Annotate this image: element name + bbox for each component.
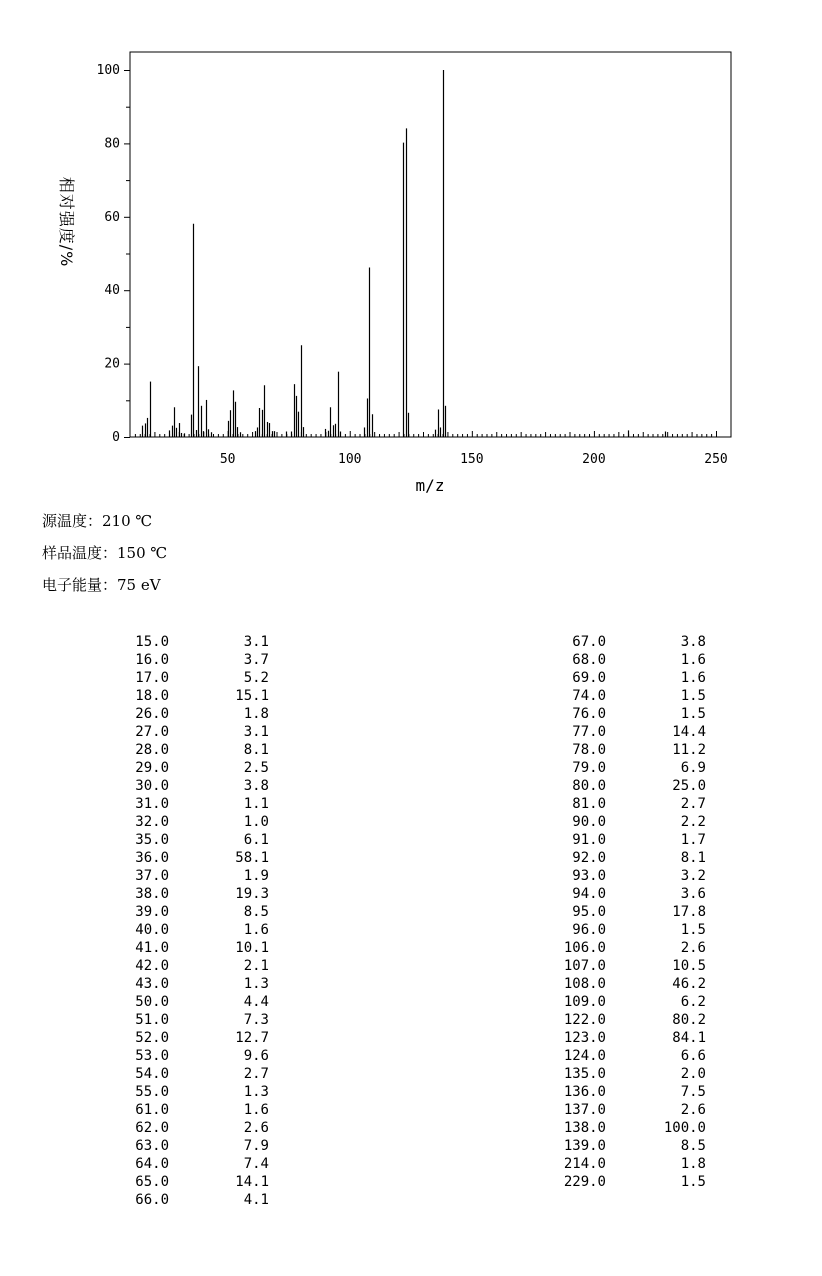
intensity-value: 6.9	[680, 760, 706, 776]
intensity-value: 11.2	[672, 742, 706, 758]
source-temperature: 源温度：210 ℃	[42, 512, 153, 530]
mz-value: 76.0	[572, 706, 606, 722]
intensity-value: 1.3	[243, 976, 269, 992]
y-tick-label: 100	[96, 63, 120, 78]
mz-value: 90.0	[572, 814, 606, 830]
intensity-value: 3.6	[680, 886, 706, 902]
mz-value: 17.0	[135, 670, 169, 686]
mz-value: 40.0	[135, 922, 169, 938]
y-tick-label: 20	[104, 356, 120, 372]
electron-energy: 电子能量：75 eV	[42, 576, 161, 594]
table-row	[100, 1137, 300, 1155]
mz-value: 29.0	[135, 760, 169, 776]
table-row	[100, 1191, 300, 1209]
x-tick-label: 50	[219, 452, 236, 467]
table-row	[100, 1119, 300, 1137]
table-row	[100, 993, 300, 1011]
table-row	[530, 651, 730, 669]
mz-value: 51.0	[135, 1012, 169, 1028]
y-tick-label: 80	[104, 136, 120, 152]
table-row	[100, 903, 300, 921]
y-axis-label: 相对强度/%	[57, 176, 76, 268]
table-row	[100, 813, 300, 831]
table-row	[530, 741, 730, 759]
mz-value: 27.0	[135, 724, 169, 740]
mz-value: 65.0	[135, 1174, 169, 1190]
mz-value: 63.0	[135, 1138, 169, 1154]
table-row	[530, 885, 730, 903]
mz-value: 64.0	[135, 1156, 169, 1172]
table-row	[530, 903, 730, 921]
intensity-value: 6.1	[243, 832, 269, 848]
table-row	[530, 975, 730, 993]
peak-table-right	[530, 633, 730, 1191]
table-row	[530, 939, 730, 957]
mz-value: 67.0	[572, 634, 606, 650]
mz-value: 26.0	[135, 706, 169, 722]
y-tick-label: 60	[104, 209, 120, 225]
table-row	[100, 885, 300, 903]
intensity-value: 8.1	[680, 850, 706, 866]
table-row	[100, 1155, 300, 1173]
table-row	[530, 795, 730, 813]
table-row	[530, 1047, 730, 1065]
intensity-value: 3.8	[680, 634, 706, 650]
table-row	[530, 1065, 730, 1083]
table-row	[530, 1083, 730, 1101]
intensity-value: 1.0	[243, 814, 269, 830]
table-row	[100, 1065, 300, 1083]
intensity-value: 5.2	[243, 670, 269, 686]
mz-value: 43.0	[135, 976, 169, 992]
table-row	[530, 1173, 730, 1191]
intensity-value: 2.6	[680, 940, 706, 956]
x-axis-label: m/z	[415, 476, 445, 495]
x-tick-label: 250	[704, 452, 728, 467]
table-row	[530, 957, 730, 975]
table-row	[530, 687, 730, 705]
mz-value: 69.0	[572, 670, 606, 686]
table-row	[100, 687, 300, 705]
table-row	[530, 633, 730, 651]
intensity-value: 14.1	[235, 1174, 269, 1190]
intensity-value: 7.3	[243, 1012, 269, 1028]
mz-value: 79.0	[572, 760, 606, 776]
intensity-value: 2.6	[680, 1102, 706, 1118]
table-row	[100, 741, 300, 759]
table-row	[530, 813, 730, 831]
mz-value: 38.0	[135, 886, 169, 902]
mz-value: 229.0	[563, 1174, 606, 1190]
intensity-value: 1.6	[243, 922, 269, 938]
table-row	[100, 777, 300, 795]
mz-value: 80.0	[572, 778, 606, 794]
x-tick-label: 100	[338, 452, 362, 467]
intensity-value: 1.5	[680, 706, 706, 722]
intensity-value: 1.8	[680, 1156, 706, 1172]
mz-value: 62.0	[135, 1120, 169, 1136]
table-row	[100, 669, 300, 687]
table-row	[100, 633, 300, 651]
mz-value: 135.0	[563, 1066, 606, 1082]
mz-value: 15.0	[135, 634, 169, 650]
mz-value: 55.0	[135, 1084, 169, 1100]
table-row	[100, 1173, 300, 1191]
intensity-value: 4.1	[243, 1192, 269, 1208]
table-row	[100, 939, 300, 957]
mz-value: 18.0	[135, 688, 169, 704]
mz-value: 61.0	[135, 1102, 169, 1118]
intensity-value: 46.2	[672, 976, 706, 992]
mz-value: 42.0	[135, 958, 169, 974]
sample-temperature: 样品温度：150 ℃	[42, 544, 168, 562]
x-tick-label: 150	[460, 452, 484, 467]
table-row	[530, 1137, 730, 1155]
mz-value: 32.0	[135, 814, 169, 830]
table-row	[530, 993, 730, 1011]
intensity-value: 1.7	[680, 832, 706, 848]
mz-value: 30.0	[135, 778, 169, 794]
mz-value: 91.0	[572, 832, 606, 848]
mz-value: 39.0	[135, 904, 169, 920]
intensity-value: 15.1	[235, 688, 269, 704]
table-row	[530, 759, 730, 777]
intensity-value: 8.1	[243, 742, 269, 758]
mz-value: 66.0	[135, 1192, 169, 1208]
mz-value: 138.0	[563, 1120, 606, 1136]
table-row	[530, 831, 730, 849]
mz-value: 50.0	[135, 994, 169, 1010]
mz-value: 28.0	[135, 742, 169, 758]
intensity-value: 2.0	[680, 1066, 706, 1082]
table-row	[100, 651, 300, 669]
y-tick-label: 0	[112, 430, 120, 445]
table-row	[100, 831, 300, 849]
table-row	[100, 759, 300, 777]
mz-value: 93.0	[572, 868, 606, 884]
peak-table-left	[100, 633, 300, 1209]
mz-value: 52.0	[135, 1030, 169, 1046]
table-row	[100, 705, 300, 723]
table-row	[100, 921, 300, 939]
table-row	[100, 1047, 300, 1065]
table-row	[530, 1119, 730, 1137]
plot-frame	[130, 52, 731, 437]
table-row	[530, 723, 730, 741]
mz-value: 54.0	[135, 1066, 169, 1082]
intensity-value: 1.1	[243, 796, 269, 812]
intensity-value: 2.7	[680, 796, 706, 812]
table-row	[100, 975, 300, 993]
mz-value: 137.0	[563, 1102, 606, 1118]
table-row	[530, 777, 730, 795]
table-row	[530, 921, 730, 939]
mz-value: 74.0	[572, 688, 606, 704]
mz-value: 78.0	[572, 742, 606, 758]
table-row	[530, 1155, 730, 1173]
x-tick-label: 200	[582, 452, 606, 467]
intensity-value: 3.1	[243, 724, 269, 740]
mz-value: 77.0	[572, 724, 606, 740]
table-row	[100, 1029, 300, 1047]
mz-value: 16.0	[135, 652, 169, 668]
table-row	[100, 957, 300, 975]
y-tick-label: 40	[104, 283, 120, 299]
mz-value: 53.0	[135, 1048, 169, 1064]
intensity-value: 100.0	[663, 1120, 706, 1136]
intensity-value: 2.1	[243, 958, 269, 974]
table-row	[530, 849, 730, 867]
intensity-value: 1.9	[243, 868, 269, 884]
intensity-value: 7.9	[243, 1138, 269, 1154]
table-row	[100, 723, 300, 741]
mz-value: 214.0	[563, 1156, 606, 1172]
table-row	[100, 1083, 300, 1101]
intensity-value: 17.8	[672, 904, 706, 920]
intensity-value: 58.1	[235, 850, 269, 866]
intensity-value: 7.5	[680, 1084, 706, 1100]
intensity-value: 8.5	[243, 904, 269, 920]
table-row	[100, 1011, 300, 1029]
intensity-value: 1.5	[680, 1174, 706, 1190]
mz-value: 41.0	[135, 940, 169, 956]
intensity-value: 2.5	[243, 760, 269, 776]
intensity-value: 2.7	[243, 1066, 269, 1082]
table-row	[530, 1011, 730, 1029]
mz-value: 81.0	[572, 796, 606, 812]
table-row	[100, 849, 300, 867]
intensity-value: 3.2	[680, 868, 706, 884]
intensity-value: 6.2	[680, 994, 706, 1010]
mz-value: 94.0	[572, 886, 606, 902]
intensity-value: 1.6	[243, 1102, 269, 1118]
mz-value: 96.0	[572, 922, 606, 938]
intensity-value: 10.1	[235, 940, 269, 956]
table-row	[100, 1101, 300, 1119]
mz-value: 36.0	[135, 850, 169, 866]
intensity-value: 1.6	[680, 652, 706, 668]
intensity-value: 3.8	[243, 778, 269, 794]
intensity-value: 3.1	[243, 634, 269, 650]
intensity-value: 7.4	[243, 1156, 269, 1172]
intensity-value: 2.6	[243, 1120, 269, 1136]
mz-value: 139.0	[563, 1138, 606, 1154]
mz-value: 108.0	[563, 976, 606, 992]
intensity-value: 12.7	[235, 1030, 269, 1046]
mz-value: 124.0	[563, 1048, 606, 1064]
mz-value: 68.0	[572, 652, 606, 668]
intensity-value: 3.7	[243, 652, 269, 668]
table-row	[100, 867, 300, 885]
table-row	[530, 1101, 730, 1119]
intensity-value: 80.2	[672, 1012, 706, 1028]
mz-value: 35.0	[135, 832, 169, 848]
intensity-value: 6.6	[680, 1048, 706, 1064]
table-row	[530, 867, 730, 885]
mass-spectrum-chart	[0, 0, 822, 500]
mz-value: 106.0	[563, 940, 606, 956]
intensity-value: 25.0	[672, 778, 706, 794]
intensity-value: 4.4	[243, 994, 269, 1010]
mz-value: 109.0	[563, 994, 606, 1010]
mz-value: 136.0	[563, 1084, 606, 1100]
mz-value: 123.0	[563, 1030, 606, 1046]
intensity-value: 1.5	[680, 922, 706, 938]
intensity-value: 1.6	[680, 670, 706, 686]
intensity-value: 9.6	[243, 1048, 269, 1064]
mz-value: 37.0	[135, 868, 169, 884]
mz-value: 107.0	[563, 958, 606, 974]
intensity-value: 2.2	[680, 814, 706, 830]
mz-value: 95.0	[572, 904, 606, 920]
mz-value: 122.0	[563, 1012, 606, 1028]
intensity-value: 10.5	[672, 958, 706, 974]
mz-value: 92.0	[572, 850, 606, 866]
table-row	[530, 1029, 730, 1047]
intensity-value: 14.4	[672, 724, 706, 740]
table-row	[100, 795, 300, 813]
table-row	[530, 669, 730, 687]
intensity-value: 1.8	[243, 706, 269, 722]
intensity-value: 19.3	[235, 886, 269, 902]
table-row	[530, 705, 730, 723]
intensity-value: 1.3	[243, 1084, 269, 1100]
intensity-value: 1.5	[680, 688, 706, 704]
mz-value: 31.0	[135, 796, 169, 812]
intensity-value: 84.1	[672, 1030, 706, 1046]
intensity-value: 8.5	[680, 1138, 706, 1154]
